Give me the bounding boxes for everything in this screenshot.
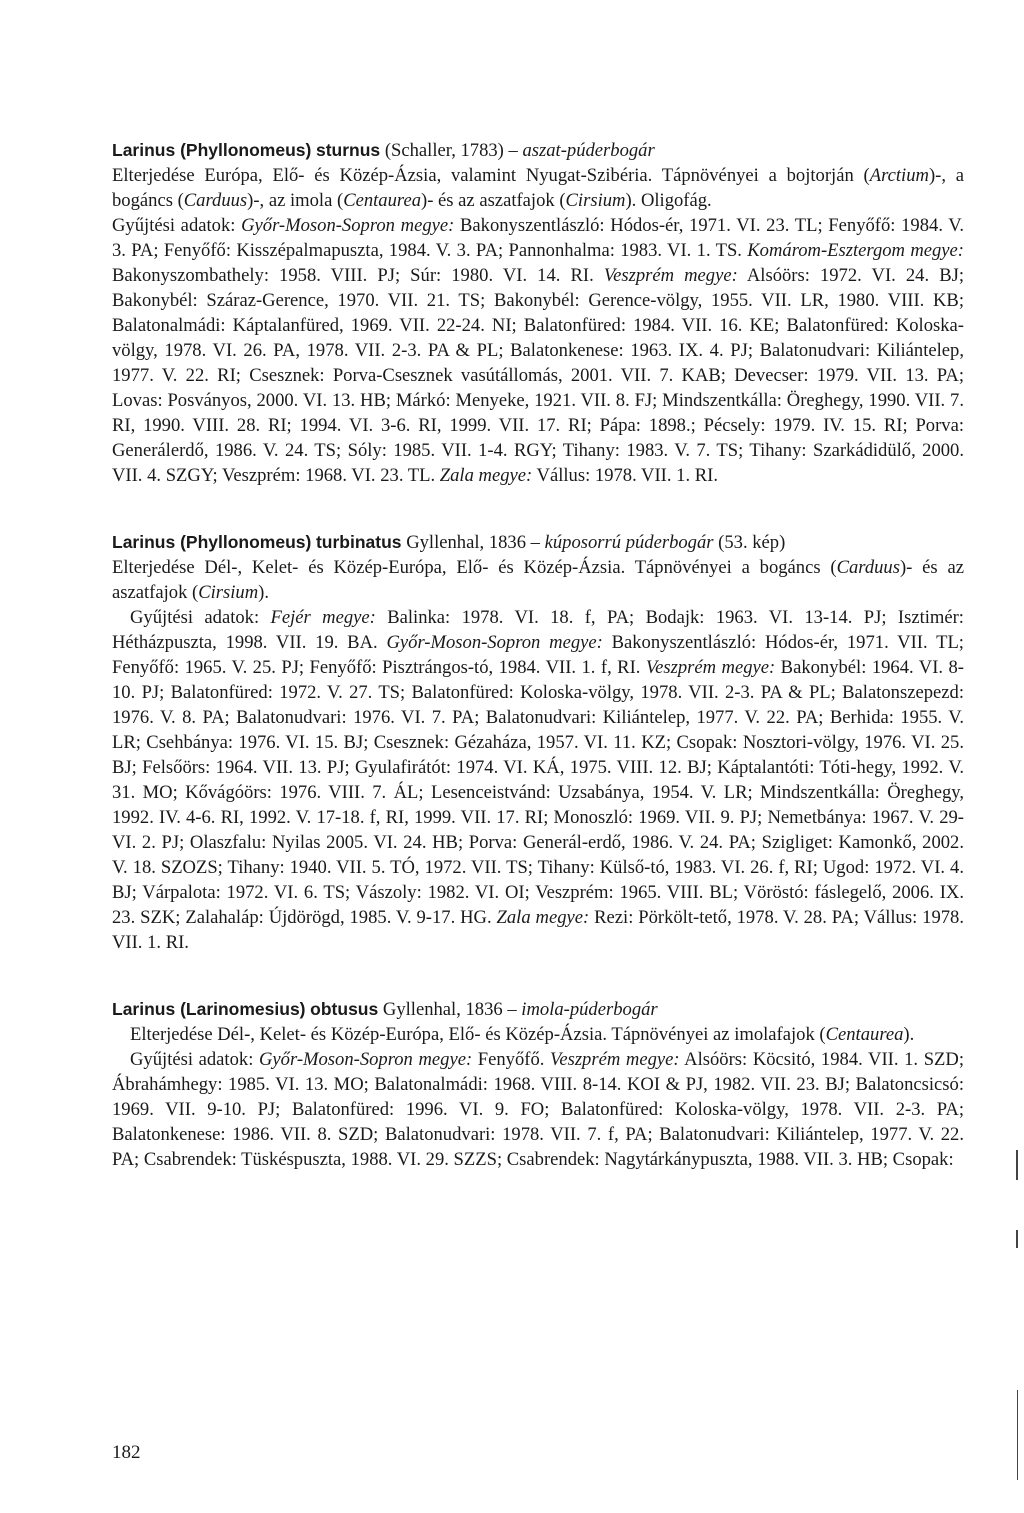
- text-run: Alsóörs: Köcsitó, 1984. VII. 1. SZD; Ábrahámhegy: 1985. VI. 13. MO; Balatonalmádi: 1968. VIII. 8-14. KOI & PJ, 1982. VII. 23. BJ; Balatoncsicsó: 1969. VII. 9-10. PJ; Balatonfüred: 1996. VI. 9. FO; Balatonfüred: Koloska-völgy, 1978. VII. 2-3. PA; Balatonkenese: 1986. VII. 8. SZD; Balatonudvari: 1978. VII. 7. f, PA; Balatonudvari: Kiliántelep, 1977. V. 22. PA; Csabrendek: Tüskéspuszta, 1988. VI. 29. SZZS; Csabrendek: Nagytárkánypuszta, 1988. VII. 3. HB; Csopak:: [112, 1049, 964, 1170]
- taxon-species: sturnus: [315, 140, 381, 160]
- text-run: Elterjedése Európa, Elő- és Közép-Ázsia, valamint Nyugat-Szibéria. Tápnövényei a bojtorján (: [112, 165, 870, 186]
- entry-heading: [112, 138, 964, 163]
- taxon-genus: Larinus (Phyllonomeus): [112, 140, 312, 160]
- county-name: Győr-Moson-Sopron megye:: [241, 215, 455, 236]
- text-run: Bakonybél: 1964. VI. 8-10. PJ; Balatonfüred: 1972. V. 27. TS; Balatonfüred: Koloska-völgy, 1978. VII. 2-3. PA & PL; Balatonszepezd: 1976. V. 8. PA; Balatonudvari: 1976. VI. 7. PA; Balatonudvari: Kiliántelep, 1977. V. 22. PA; Berhida: 1955. V. LR; Csehbánya: 1976. VI. 15. BJ; Csesznek: Gézaháza, 1957. VI. 11. KZ; Csopak: Nosztori-völgy, 1976. VI. 25. BJ; Felsőörs: 1964. VII. 13. PJ; Gyulafirátót: 1974. VI. KÁ, 1975. VIII. 12. BJ; Káptalantóti: Tóti-hegy, 1992. V. 31. MO; Kővágóörs: 1976. VIII. 7. ÁL; Lesenceistvánd: Uzsabánya, 1954. V. LR; Mindszentkálla: Öreghegy, 1992. IV. 4-6. RI, 1992. V. 17-18. f, RI, 1999. VII. 17. RI; Monoszló: 1969. VII. 9. PJ; Nemetbánya: 1967. V. 29-VI. 2. PJ; Olaszfalu: Nyilas 2005. VI. 24. HB; Porva: Generál-erdő, 1986. V. 24. PA; Szigliget: Kamonkő, 2002. V. 18. SZOZS; Tihany: 1940. VII. 5. TÓ, 1972. VII. TS; Tihany: Külső-tó, 1983. VI. 26. f, RI; Ugod: 1972. VI. 4. BJ; Várpalota: 1972. VI. 6. TS; Vászoly: 1982. VI. OI; Veszprém: 1965. VIII. BL; Vöröstó: fáslegelő, 2006. IX. 23. SZK; Zalahaláp: Újdörögd, 1985. V. 9-17. HG.: [112, 657, 964, 928]
- county-name: Veszprém megye:: [550, 1049, 680, 1070]
- text-run: Bakonyszombathely: 1958. VIII. PJ; Súr: 1980. VI. 14. RI.: [112, 265, 604, 286]
- text-run: Gyűjtési adatok:: [112, 215, 242, 236]
- scan-artifact: [1016, 1230, 1018, 1248]
- text-run: ).: [258, 582, 269, 603]
- species-entry-sturnus: [112, 138, 964, 488]
- page-number: 182: [112, 1442, 141, 1463]
- text-run: Gyűjtési adatok:: [130, 1049, 259, 1070]
- collection-data: [112, 605, 964, 955]
- text-run: ). Oligofág.: [625, 190, 712, 211]
- text-run: )-, az imola (: [247, 190, 344, 211]
- county-name: Veszprém megye:: [603, 265, 738, 286]
- taxon-genus: Larinus (Phyllonomeus): [112, 532, 312, 552]
- taxon-author: Gyllenhal, 1836 –: [406, 532, 545, 553]
- collection-data: [112, 1047, 964, 1172]
- taxon-species: turbinatus: [315, 532, 402, 552]
- text-run: Bakonyszentlászló: Hódos-ér, 1971. VI. 23. TL; Fenyőfő: 1984. V. 3. PA; Fenyőfő: Kisszépalmapuszta, 1984. V. 3. PA; Pannonhalma: 1983. VI. 1. TS.: [112, 215, 964, 261]
- plant-genus: Cirsium: [565, 190, 626, 211]
- text-run: Gyűjtési adatok:: [130, 607, 271, 628]
- text-run: Fenyőfő.: [472, 1049, 551, 1070]
- text-run: Rezi: Pörkölt-tető, 1978. V. 28. PA; Vállus: 1978. VII. 1. RI.: [112, 907, 964, 953]
- distribution-text: [112, 1022, 964, 1047]
- plant-genus: Carduus: [183, 190, 248, 211]
- text-run: Elterjedése Dél-, Kelet- és Közép-Európa, Elő- és Közép-Ázsia. Tápnövényei a bogáncs (: [112, 557, 837, 578]
- taxon-species: obtusus: [310, 999, 379, 1019]
- common-name: imola-púderbogár: [521, 999, 658, 1020]
- plant-genus: Centaurea: [825, 1024, 904, 1045]
- county-name: Fejér megye:: [270, 607, 376, 628]
- text-run: Vállus: 1978. VII. 1. RI.: [532, 465, 718, 486]
- plant-genus: Cirsium: [198, 582, 259, 603]
- plant-genus: Centaurea: [343, 190, 421, 211]
- page-body: [112, 138, 964, 1214]
- text-run: Elterjedése Dél-, Kelet- és Közép-Európa, Elő- és Közép-Ázsia. Tápnövényei az imolafajok (: [130, 1024, 826, 1045]
- taxon-author: Gyllenhal, 1836 –: [382, 999, 522, 1020]
- text-run: Bakonyszentlászló: Hódos-ér, 1971. VII. TL; Fenyőfő: 1965. V. 25. PJ; Fenyőfő: Pisztrángos-tó, 1984. VII. 1. f, RI.: [112, 632, 964, 678]
- species-entry-obtusus: [112, 997, 964, 1172]
- species-entry-turbinatus: [112, 530, 964, 955]
- figure-reference: (53. kép): [713, 532, 786, 553]
- distribution-text: [112, 555, 964, 605]
- common-name: aszat-púderbogár: [522, 140, 655, 161]
- taxon-genus: Larinus (Larinomesius): [112, 999, 306, 1019]
- plant-genus: Arctium: [869, 165, 929, 186]
- county-name: Győr-Moson-Sopron megye:: [386, 632, 603, 653]
- county-name: Zala megye:: [496, 907, 590, 928]
- scan-artifact: [1017, 1390, 1018, 1480]
- county-name: Komárom-Esztergom megye:: [747, 240, 964, 261]
- text-run: Balinka: 1978. VI. 18. f, PA; Bodajk: 1963. VI. 13-14. PJ; Isztimér: Hétházpuszta, 1998. VII. 19. BA.: [112, 607, 964, 653]
- county-name: Veszprém megye:: [645, 657, 776, 678]
- county-name: Győr-Moson-Sopron megye:: [258, 1049, 473, 1070]
- text-run: )- és az aszatfajok (: [421, 190, 566, 211]
- county-name: Zala megye:: [439, 465, 533, 486]
- plant-genus: Carduus: [836, 557, 900, 578]
- text-run: ).: [903, 1024, 915, 1045]
- scan-artifact: [1016, 1150, 1018, 1180]
- text-run: )- és az aszatfajok (: [112, 557, 964, 603]
- collection-data: [112, 213, 964, 488]
- common-name: kúposorrú púderbogár: [544, 532, 714, 553]
- entry-heading: [112, 997, 964, 1022]
- distribution-text: [112, 163, 964, 213]
- entry-heading: [112, 530, 964, 555]
- text-run: Alsóörs: 1972. VI. 24. BJ; Bakonybél: Száraz-Gerence, 1970. VII. 21. TS; Bakonybél: Gerence-völgy, 1955. VII. LR, 1980. VIII. KB; Balatonalmádi: Káptalanfüred, 1969. VII. 22-24. NI; Balatonfüred: 1984. VII. 16. KE; Balatonfüred: Koloska-völgy, 1978. VI. 26. PA, 1978. VII. 2-3. PA & PL; Balatonkenese: 1963. IX. 4. PJ; Balatonudvari: Kiliántelep, 1977. V. 22. RI; Csesznek: Porva-Csesznek vasútállomás, 2001. VII. 7. KAB; Devecser: 1979. VII. 13. PA; Lovas: Posványos, 2000. VI. 13. HB; Márkó: Menyeke, 1921. VII. 8. FJ; Mindszentkálla: Öreghegy, 1990. VII. 7. RI, 1990. VIII. 28. RI; 1994. VI. 3-6. RI, 1999. VII. 17. RI; Pápa: 1898.; Pécsely: 1979. IV. 15. RI; Porva: Generálerdő, 1986. V. 24. TS; Sóly: 1985. VII. 1-4. RGY; Tihany: 1983. V. 7. TS; Tihany: Szarkádidülő, 2000. VII. 4. SZGY; Veszprém: 1968. VI. 23. TL.: [112, 265, 964, 486]
- taxon-author: (Schaller, 1783) –: [384, 140, 523, 161]
- text-run: )-, a bogáncs (: [112, 165, 964, 211]
